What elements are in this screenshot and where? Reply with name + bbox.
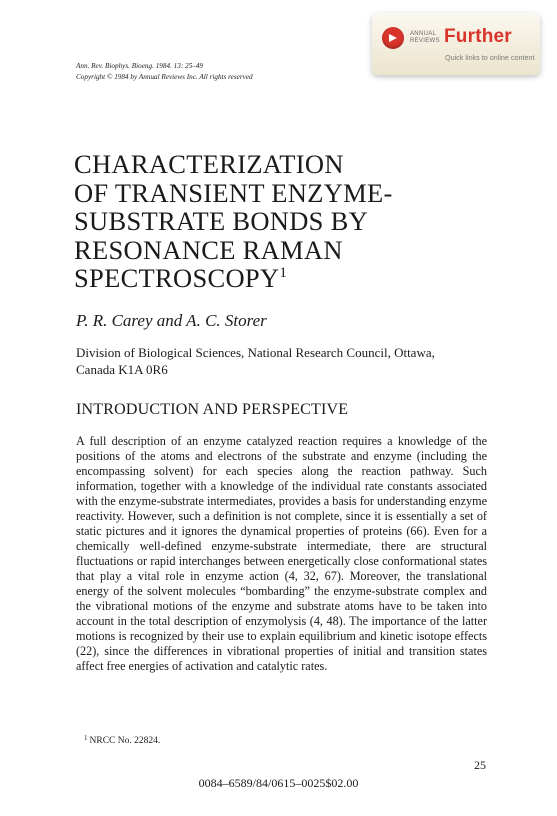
title-line: CHARACTERIZATION bbox=[74, 149, 344, 179]
journal-citation-line: Ann. Rev. Biophys. Bioeng. 1984. 13: 25–49 bbox=[76, 62, 204, 70]
article-code: 0084–6589/84/0615–0025$02.00 bbox=[198, 776, 359, 790]
title-line: RESONANCE RAMAN bbox=[74, 234, 343, 265]
annual-reviews-label: ANNUAL REVIEWS bbox=[410, 31, 440, 44]
page-number: 25 bbox=[474, 758, 486, 772]
quick-links-label: Quick links to online content bbox=[445, 53, 535, 62]
title-line bbox=[74, 264, 454, 293]
annual-reviews-further-badge[interactable] bbox=[372, 13, 540, 75]
title-line: OF TRANSIENT ENZYME- bbox=[74, 177, 393, 208]
title-footnote-mark: 1 bbox=[279, 265, 288, 281]
affiliation-line: Canada K1A 0R6 bbox=[76, 362, 168, 377]
affiliation-line: Division of Biological Sciences, National Research Council, Ottawa, bbox=[76, 345, 435, 360]
footnote-mark: 1 bbox=[84, 734, 88, 742]
authors: P. R. Carey and A. C. Storer bbox=[76, 311, 267, 330]
footnote-text: NRCC No. 22824. bbox=[89, 736, 161, 746]
title-line-text: SPECTROSCOPY bbox=[74, 263, 280, 293]
annual-reviews-arrow-icon bbox=[382, 27, 404, 49]
title-line: SUBSTRATE BONDS BY bbox=[74, 206, 369, 236]
section-heading: INTRODUCTION AND PERSPECTIVE bbox=[76, 401, 349, 418]
body-paragraph: A full description of an enzyme catalyzed reaction requires a knowledge of the positions of the atoms and electrons of the substrate and enzyme (including the encompassing solvent) for each species along the reaction pathway. Such information, together with a knowledge of the individual rate constants associated with the enzyme-substrate intermediates, provides a basis for understanding enzyme reactivity. However, such a definition is not complete, since it is essentially a set of static pictures and it ignores the dynamical properties of proteins (66). Even for a chemically well-defined enzyme-substrate intermediate, there are structural fluctuations or rapid interchanges between energetically close conformational states that play a vital role in enzyme action (4, 32, 67). Moreover, the translational energy of the solvent molecules “bombarding” the enzyme-substrate complex and the vibrational motions of the enzyme and substrate atoms have to be taken into account in the total description of enzymolysis (4, 48). The importance of the latter motions is recognized by their use to explain equilibrium and kinetic isotope effects (22), since the differences in vibrational properties of initial and transition states affect free energies of activation and catalytic rates. bbox=[76, 434, 487, 673]
footnote bbox=[84, 736, 160, 746]
affiliation bbox=[76, 344, 496, 378]
copyright-line: Copyright © 1984 by Annual Reviews Inc. All rights reserved bbox=[76, 73, 253, 81]
journal-citation bbox=[76, 61, 253, 83]
article-title bbox=[74, 150, 454, 293]
further-label: Further bbox=[444, 26, 512, 47]
